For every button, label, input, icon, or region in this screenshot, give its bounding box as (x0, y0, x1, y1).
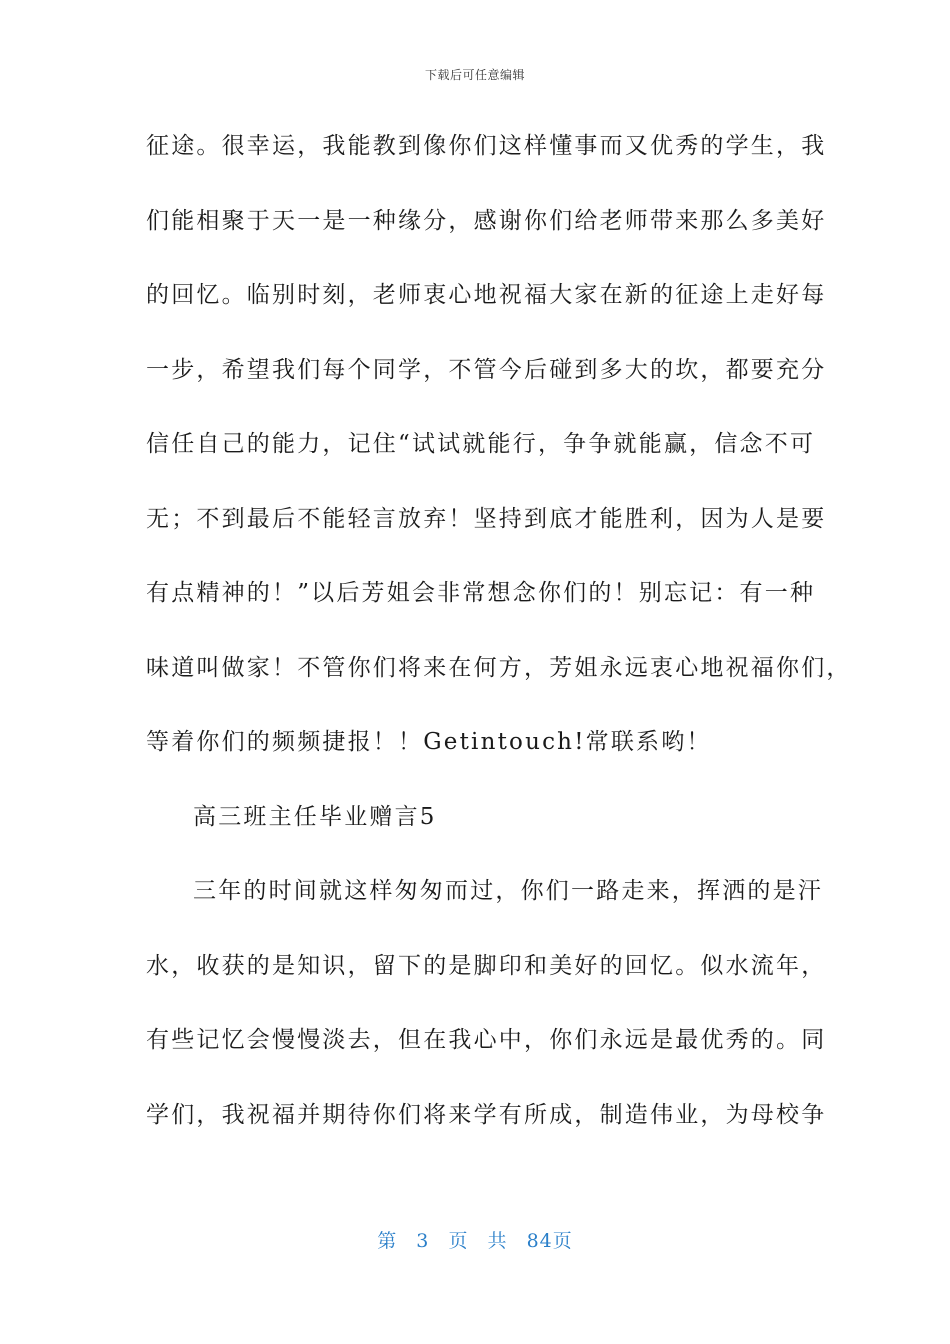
footer-label-di: 第 (377, 1230, 398, 1252)
total-pages: 84页 (526, 1230, 573, 1252)
text-line: 信任自己的能力，记住“试试就能行，争争就能赢，信念不可 (146, 431, 816, 457)
text-line: 们能相聚于天一是一种缘分，感谢你们给老师带来那么多美好 (146, 207, 827, 234)
text-line: 的回忆。临别时刻，老师衷心地祝福大家在新的征途上走好每 (146, 282, 827, 308)
text-line: 一步，希望我们每个同学，不管今后碰到多大的坎，都要充分 (146, 356, 827, 383)
page-number-footer (0, 1226, 950, 1253)
text-line: 有些记忆会慢慢淡去，但在我心中，你们永远是最优秀的。同 (146, 1027, 827, 1053)
text-line: 无；不到最后不能轻言放弃！坚持到底才能胜利，因为人是要 (146, 505, 827, 532)
section-heading: 高三班主任毕业赠言5 (193, 803, 437, 830)
body-text (146, 124, 852, 1167)
footer-label-ye: 页 (448, 1230, 469, 1252)
current-page-number: 3 (416, 1230, 430, 1252)
text-line: 水，收获的是知识，留下的是脚印和美好的回忆。似水流年， (146, 952, 827, 979)
header-note: 下载后可任意编辑 (424, 68, 525, 82)
text-line: 学们，我祝福并期待你们将来学有所成，制造伟业，为母校争 (146, 1101, 827, 1128)
text-line: 等着你们的频频捷报！！Getintouch!常联系哟！ (146, 729, 712, 755)
text-line: 征途。很幸运，我能教到像你们这样懂事而又优秀的学生，我 (146, 133, 827, 159)
text-line: 有点精神的！”以后芳姐会非常想念你们的！别忘记：有一种 (146, 580, 816, 606)
text-line: 三年的时间就这样匆匆而过，你们一路走来，挥洒的是汗 (193, 878, 823, 904)
footer-label-gong: 共 (487, 1230, 508, 1252)
text-line: 味道叫做家！不管你们将来在何方，芳姐永远衷心地祝福你们， (146, 654, 852, 681)
